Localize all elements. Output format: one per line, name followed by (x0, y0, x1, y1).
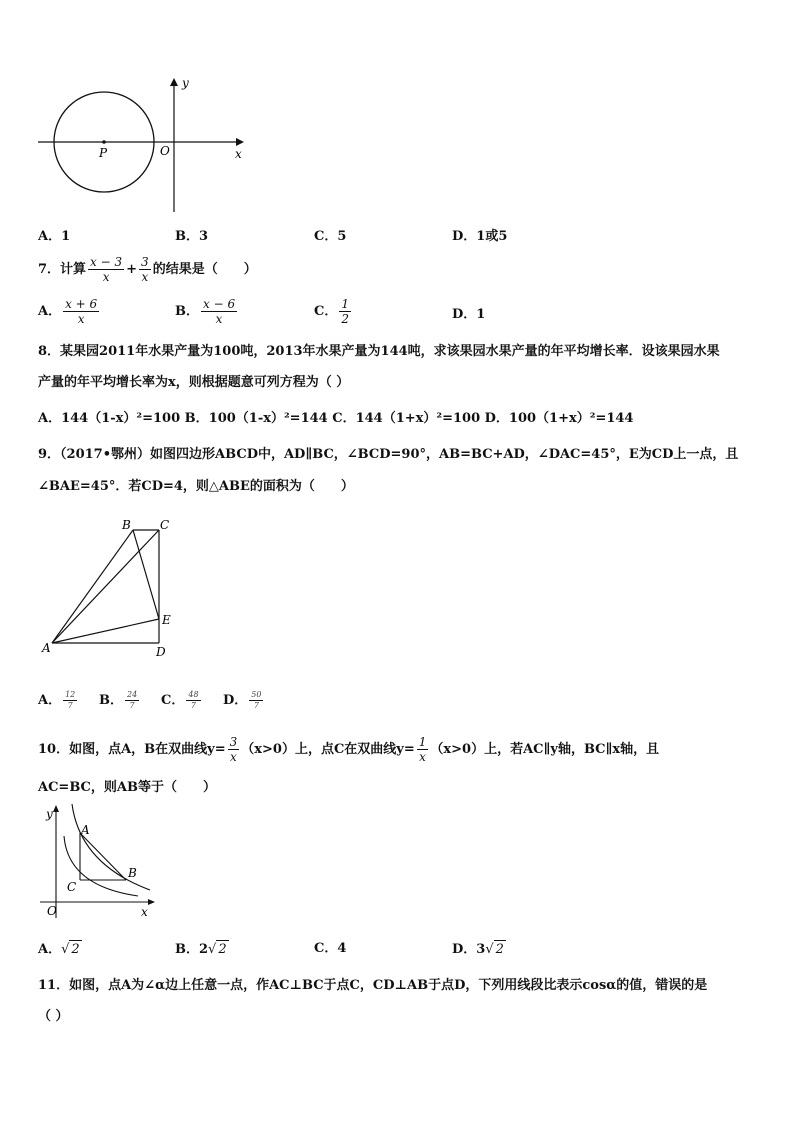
sqrt-icon: √ (485, 942, 494, 957)
fig6-x-label: x (235, 147, 242, 161)
q10-option-a[interactable]: A．√ 2 (38, 942, 80, 957)
q7-plus: + (126, 262, 138, 277)
q9-option-d[interactable]: D． $\frac{50}{7}$ (223, 690, 262, 710)
q6-option-b[interactable]: B．3 (175, 229, 209, 244)
q9-option-a[interactable]: A． $\frac{12}{7}$ (38, 690, 76, 710)
fig10-label-c: C (67, 880, 77, 894)
q11-question-line2: （ ） (38, 1009, 69, 1024)
q7-suffix: 的结果是（ ） (152, 262, 257, 277)
fig10-label-b: B (128, 866, 137, 880)
fig10-origin-label: O (47, 904, 57, 918)
q9-figure (38, 512, 183, 660)
q7-option-a[interactable]: A． $\frac{x + 6}{x}$ (38, 297, 98, 326)
sqrt-icon: √ (208, 942, 217, 957)
fig10-y-label: y (46, 807, 53, 821)
q10-option-d[interactable]: D．3√ 2 (452, 942, 504, 957)
q6-figure (36, 75, 250, 215)
q11-question-line1: 11．如图，点A为∠α边上任意一点，作AC⊥BC于点C，CD⊥AB于点D，下列用线段比表示cosα的值，错误的是 (38, 978, 708, 993)
q7-question (38, 255, 257, 284)
q10-option-c[interactable]: C．4 (314, 941, 347, 956)
q9-question-line2: ∠BAE=45°．若CD=4，则△ABE的面积为（ ） (38, 479, 354, 494)
q7-option-c[interactable]: C． $\frac{1}{2}$ (314, 297, 349, 326)
fig10-x-label: x (141, 905, 148, 919)
q9-question-line1: 9．（2017•鄂州）如图四边形ABCD中，AD∥BC，∠BCD=90°，AB=BC+AD，∠DAC=45°，E为CD上一点，且 (38, 447, 739, 462)
q6-option-a[interactable]: A．1 (38, 229, 71, 244)
q7-option-b[interactable]: B． $\frac{x - 6}{x}$ (175, 297, 236, 326)
q6-option-c[interactable]: C．5 (314, 229, 347, 244)
sqrt-icon: √ (61, 942, 70, 957)
fig6-y-label: y (182, 76, 189, 90)
q9-option-c[interactable]: C． $\frac{48}{7}$ (161, 690, 199, 710)
q6-option-d[interactable]: D．1或5 (452, 229, 508, 244)
q7-fraction-1: $\frac{x - 3}{x}$ (90, 255, 123, 284)
fig9-label-d: D (156, 645, 166, 659)
fig9-label-a: A (42, 641, 51, 655)
fig10-label-a: A (81, 823, 90, 837)
q10-question-line2: AC=BC，则AB等于（ ） (38, 780, 216, 795)
q8-question-line1: 8．某果园2011年水果产量为100吨，2013年水果产量为144吨，求该果园水果产量的年平均增长率．设该果园水果 (38, 344, 720, 359)
q10-option-b[interactable]: B．2√ 2 (175, 942, 227, 957)
q7-fraction-2: $\frac{3}{x}$ (141, 255, 149, 284)
q7-prefix: 7．计算 (38, 262, 87, 277)
q7-option-d[interactable]: D．1 (452, 307, 486, 322)
q10-figure (38, 800, 160, 922)
fig9-label-c: C (160, 518, 170, 532)
q10-fraction-2: $\frac{1}{x}$ (418, 735, 427, 764)
q10-question-line1: 10．如图，点A，B在双曲线y= $\frac{3}{x}$ （x>0）上，点C在双曲线y= $\frac{1}{x}$ （x>0）上，若AC∥y轴，BC∥x轴，且 (38, 735, 660, 764)
q8-question-line2: 产量的年平均增长率为x，则根据题意可列方程为（ ） (38, 375, 350, 390)
q8-options[interactable]: A．144（1-x）²=100 B．100（1-x）²=144 C．144（1+x）²=100 D．100（1+x）²=144 (38, 411, 634, 426)
fig9-label-b: B (122, 518, 131, 532)
fig9-label-e: E (162, 613, 171, 627)
fig6-origin-label: O (160, 144, 170, 158)
fig6-point-p-label: P (99, 146, 108, 160)
q10-fraction-1: $\frac{3}{x}$ (229, 735, 238, 764)
q9-option-b[interactable]: B． $\frac{24}{7}$ (99, 690, 138, 710)
